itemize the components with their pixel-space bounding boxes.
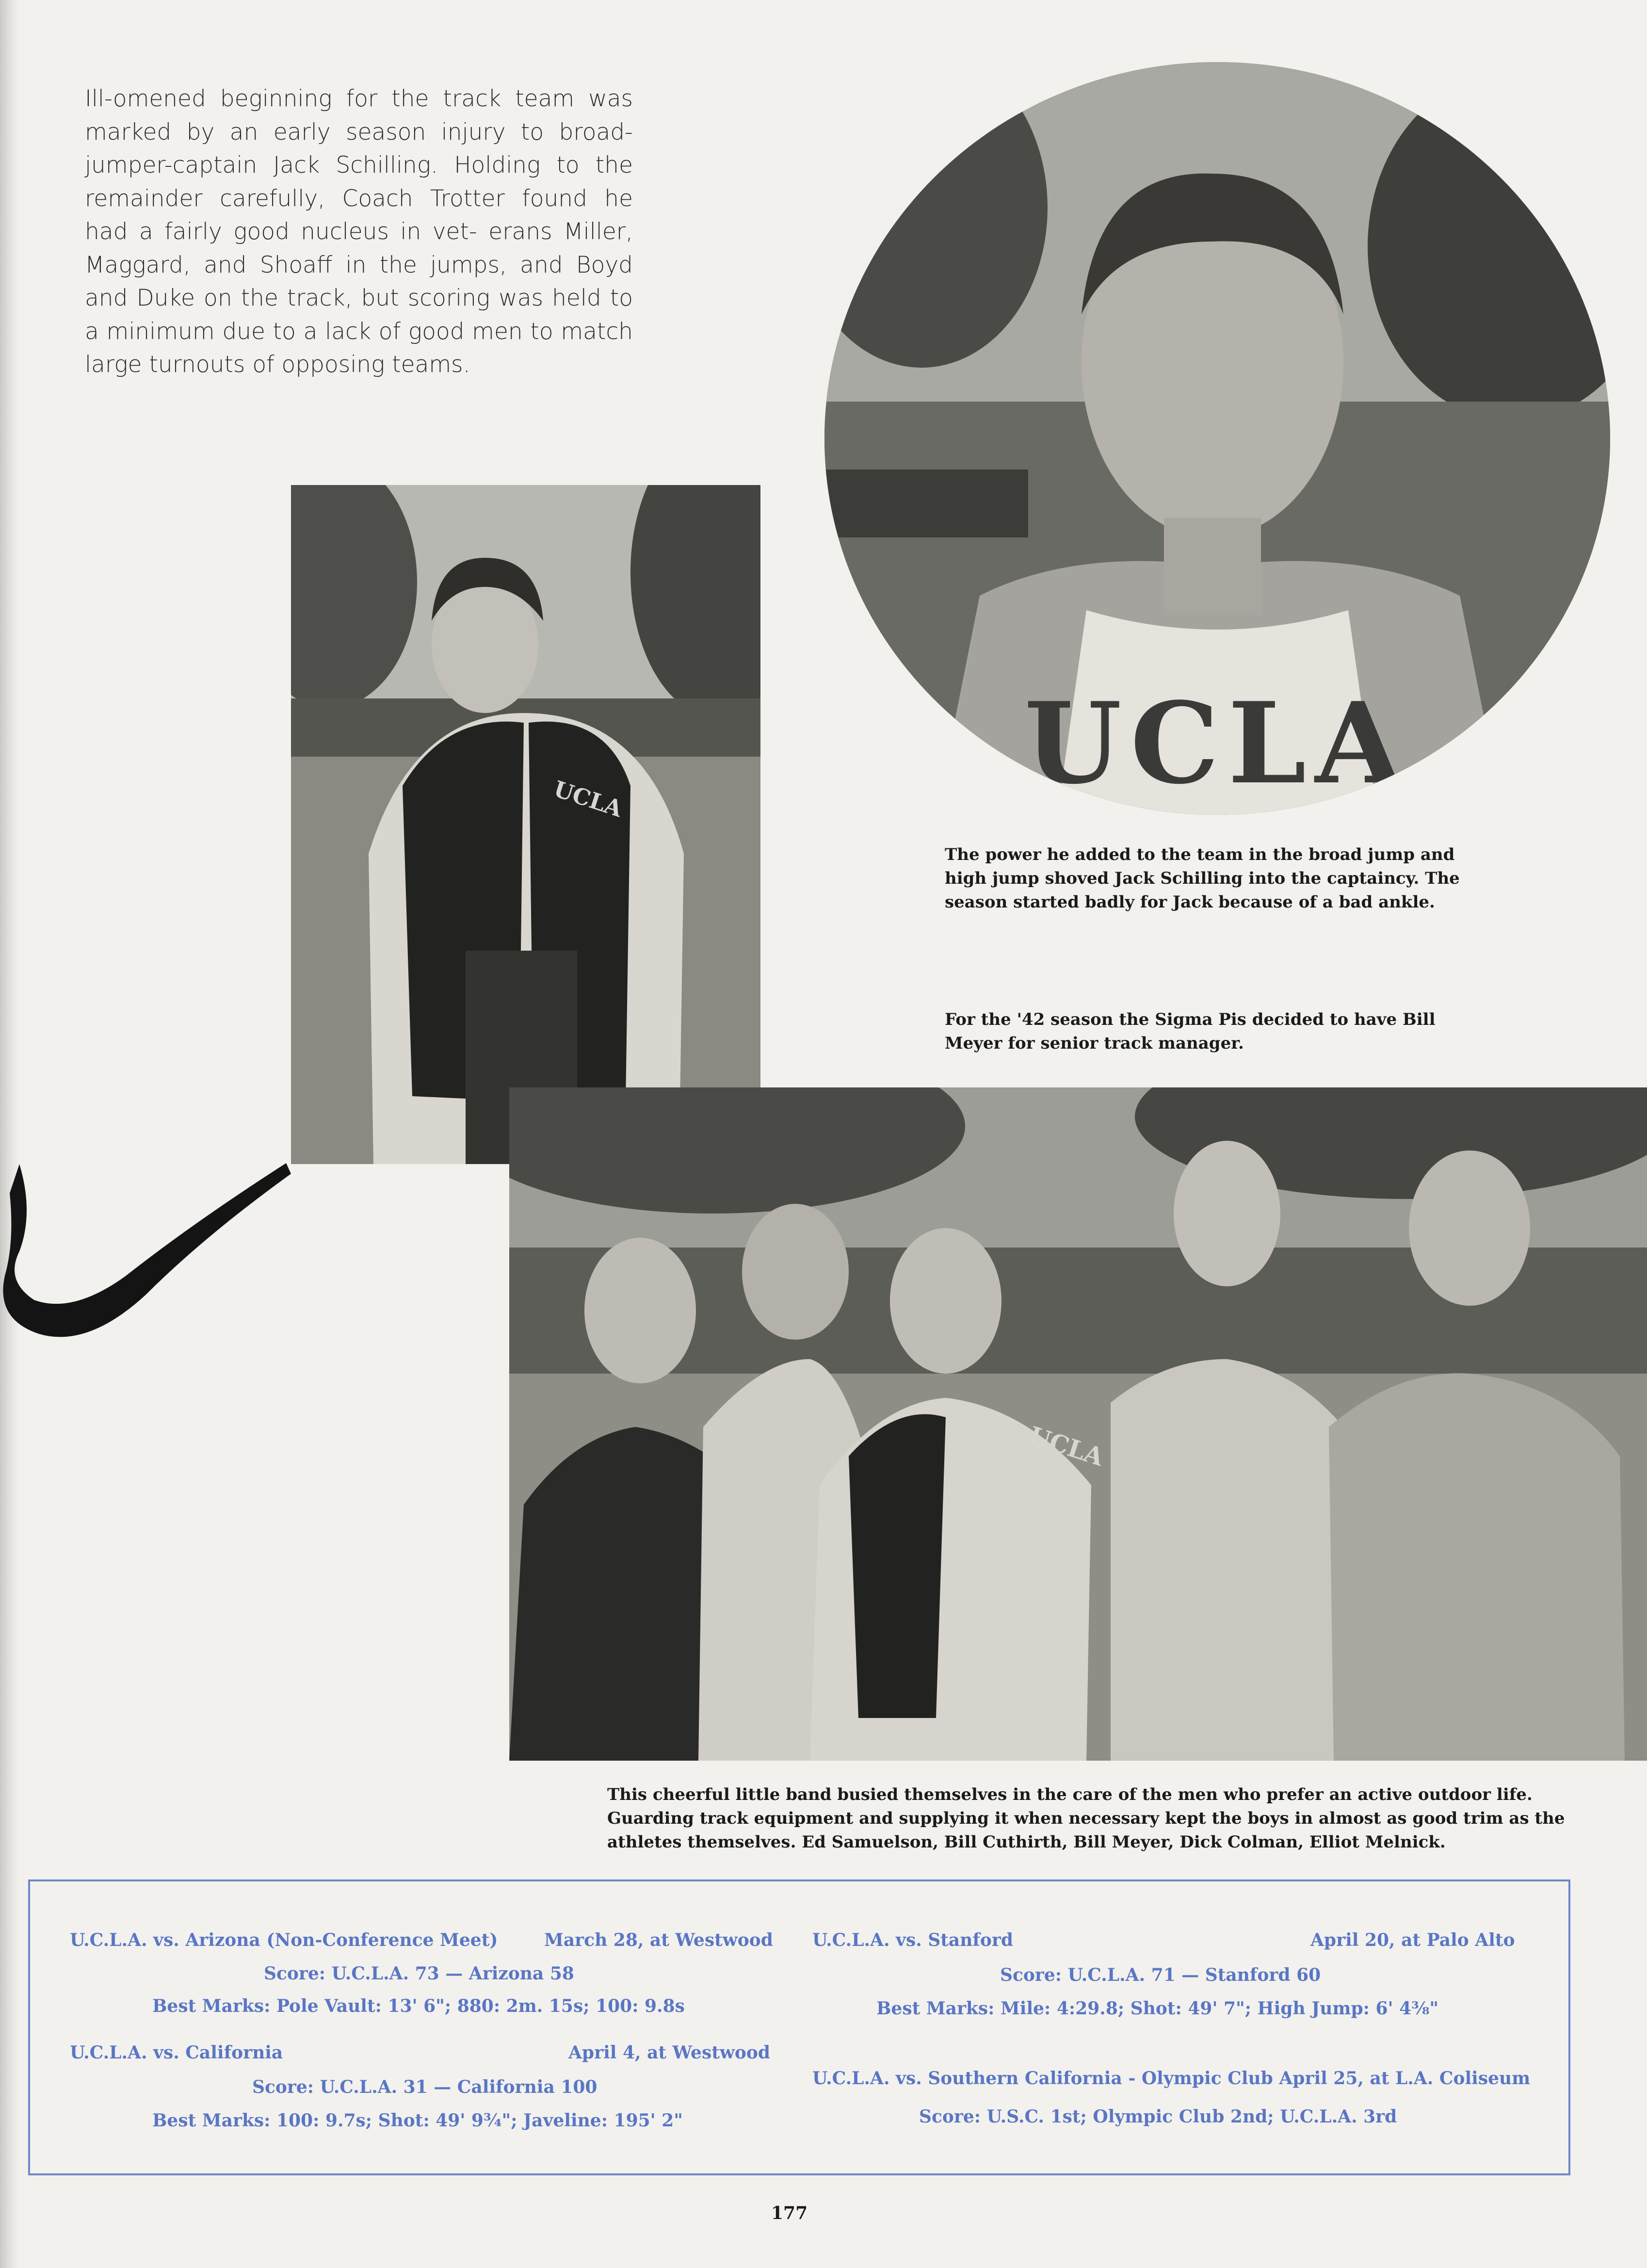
usc-meet-title: U.C.L.A. vs. Southern California - Olympic Club April 25, at L.A. Coliseum	[812, 2068, 1531, 2089]
california-meet-date: April 4, at Westwood	[568, 2042, 771, 2063]
stanford-best-marks: Best Marks: Mile: 4:29.8; Shot: 49' 7"; High Jump: 6' 4⅜"	[876, 1998, 1439, 2019]
group-photo	[509, 1087, 1647, 1761]
california-meet-score: Score: U.C.L.A. 31 — California 100	[252, 2077, 597, 2097]
page-binding-shadow	[0, 0, 19, 2268]
arizona-meet-title: U.C.L.A. vs. Arizona (Non-Conference Meet)	[70, 1930, 498, 1950]
california-meet-title: U.C.L.A. vs. California	[70, 2042, 283, 2063]
arizona-best-marks: Best Marks: Pole Vault: 13' 6"; 880: 2m. 15s; 100: 9.8s	[152, 1996, 685, 2016]
stanford-meet-score: Score: U.C.L.A. 71 — Stanford 60	[1000, 1965, 1321, 1985]
captain-caption: The power he added to the team in the broad jump and high jump shoved Jack Schilling into the captaincy. The season started badly for Jack because of a bad ankle.	[945, 845, 1460, 912]
manager-caption: For the '42 season the Sigma Pis decided to have Bill Meyer for senior track manager.	[945, 1010, 1436, 1053]
arizona-meet-score: Score: U.C.L.A. 73 — Arizona 58	[264, 1963, 574, 1984]
intro-paragraph: Ill-omened beginning for the track team was marked by an early season injury to broad-jumper-captain Jack Schilling. Holding to the remainder carefully, Coach Trotter found he had a fairly good nucleus in vet- erans Miller, Maggard, and Shoaff in the jumps, and Boyd and Duke on the track, but scoring was held to a minimum due to a lack of good men to match large turnouts of opposing teams.	[85, 85, 633, 378]
california-best-marks: Best Marks: 100: 9.7s; Shot: 49' 9¾"; Javeline: 195' 2"	[152, 2110, 683, 2131]
arizona-meet-date: March 28, at Westwood	[544, 1930, 773, 1950]
stanford-meet-title: U.C.L.A. vs. Stanford	[812, 1930, 1014, 1950]
captain-portrait-photo	[824, 62, 1610, 815]
group-caption: This cheerful little band busied themselves in the care of the men who prefer an active outdoor life. Guarding track equipment and supplying it when necessary kept the boys in almost as good trim as the athletes themselves. Ed Samuelson, Bill Cuthirth, Bill Meyer, Dick Colman, Elliot Melnick.	[607, 1785, 1565, 1852]
captain-jersey-lettering: UCLA	[1024, 678, 1410, 809]
usc-meet-score: Score: U.S.C. 1st; Olympic Club 2nd; U.C.L.A. 3rd	[919, 2106, 1397, 2127]
stanford-meet-date: April 20, at Palo Alto	[1310, 1930, 1515, 1950]
meet-results-box	[28, 1879, 1570, 2175]
decorative-swash-icon	[0, 1154, 301, 1358]
page-number: 177	[771, 2203, 808, 2223]
manager-jacket-lettering: UCLA	[550, 775, 626, 823]
manager-portrait-photo	[291, 485, 760, 1164]
group-jacket-lettering: UCLA	[1025, 1421, 1107, 1472]
